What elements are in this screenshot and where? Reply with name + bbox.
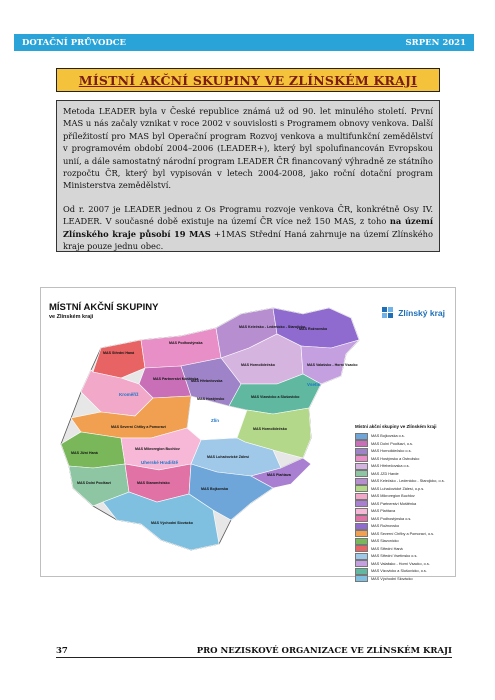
- legend-swatch: [355, 470, 368, 477]
- section-title: MÍSTNÍ AKČNÍ SKUPINY VE ZLÍNSKÉM KRAJI: [78, 72, 418, 88]
- map-subtitle: ve Zlínském kraji: [49, 314, 94, 320]
- header-left: DOTAČNÍ PRŮVODCE: [22, 37, 127, 48]
- legend-label: MAS Mikroregion Buchlov: [371, 494, 415, 499]
- label-kelecsko: MAS Kelečsko - Ledenicko - Starojicko: [239, 325, 306, 329]
- legend-item: [355, 485, 451, 493]
- legend-item: [355, 508, 451, 516]
- legend-label: MAS Střední Vsetínsko o.s.: [371, 554, 418, 559]
- legend-swatch: [355, 455, 368, 462]
- label-bojkovska: MAS Bojkovska: [201, 487, 228, 491]
- legend-item: [355, 440, 451, 448]
- label-vizovicko: MAS Vizovicko a Slušovicko: [251, 395, 300, 399]
- legend-label: MAS Partnerství Moštěnka: [371, 501, 417, 506]
- legend-label: MAS Hornolidečsko o.s.: [371, 449, 412, 454]
- legend-item: [355, 478, 451, 486]
- legend-swatch: [355, 560, 368, 567]
- legend-label: MAS Plaňtava: [371, 509, 396, 514]
- legend-item: [355, 575, 451, 583]
- legend-label: MAS Bojkovska o.s.: [371, 434, 405, 439]
- legend-label: MAS Dolní Poolšaví, o.s.: [371, 441, 413, 446]
- legend-item: [355, 433, 451, 441]
- legend-label: MAS Rožnovsko: [371, 524, 400, 529]
- legend-swatch: [355, 440, 368, 447]
- legend-item: [355, 530, 451, 538]
- section-title-box: [56, 68, 440, 92]
- label-plantava: MAS Plaňtava: [267, 473, 291, 477]
- label-mostenka: MAS Partnerství Moštěnka: [153, 377, 199, 381]
- city-uherske-hradiste: Uherské Hradiště: [141, 460, 179, 465]
- legend-label: MAS Severní Chřiby a Pomoraví, o.s.: [371, 531, 435, 536]
- legend-label: MAS Valašsko - Horní Vsacko, o.s.: [371, 561, 430, 566]
- map-figure: [40, 287, 456, 581]
- legend-swatch: [355, 463, 368, 470]
- legend-swatch: [355, 523, 368, 530]
- legend-item: [355, 560, 451, 568]
- legend-swatch: [355, 530, 368, 537]
- legend-item: [355, 448, 451, 456]
- legend-item: [355, 545, 451, 553]
- header-right: SRPEN 2021: [405, 37, 466, 48]
- label-dolni-poolsavi: MAS Dolní Poolšaví: [77, 481, 111, 485]
- legend-swatch: [355, 538, 368, 545]
- legend-item: [355, 538, 451, 546]
- info-p2-text-a: Od r. 2007 je LEADER jednou z Os Programu rozvoje venkova ČR, konkrétně Osy IV. LEADER. V současné době existuje na území ČR více než 150 MAS, z toho: [63, 203, 433, 227]
- legend-swatch: [355, 500, 368, 507]
- city-vsetin: Vsetín: [307, 382, 321, 387]
- legend-swatch: [355, 545, 368, 552]
- legend-label: MAS Hostýnsko a Ostrožsko: [371, 456, 420, 461]
- label-buchlov: MAS Mikroregion Buchlov: [135, 447, 180, 451]
- label-luhacovice: MAS Luhačovické Zálesí: [207, 455, 249, 459]
- info-paragraph-1: Metoda LEADER byla v České republice známá už od 90. let minulého století. První MAS u nás začaly vznikat v roce 2002 v souvislosti s Programem obnovy venkova. Další příležitostí pro MAS byl Operační program Rozvoj venkova a multifunkční zemědělství v programovém období 2004–2006 (LEADER+), který byl spolufinancován Evropskou unií, a dále samostatný národní program LEADER ČR financovaný výhradně ze státního rozpočtu ČR, který byl vypisován v letech 2004-2008, jako roční dotační program Ministerstva zemědělství.: [63, 106, 433, 191]
- city-zlin: Zlín: [211, 418, 219, 423]
- label-podhostynsko: MAS Podhostýnska: [169, 341, 203, 345]
- legend-label: MAS Kelečsko - Ledenicko - Starojicko, o.s.: [371, 479, 445, 484]
- legend-label: MAS Vizovicko a Slušovicko, o.s.: [371, 569, 427, 574]
- label-jzd: MAS Jižní Haná: [71, 451, 98, 455]
- legend-swatch: [355, 568, 368, 575]
- label-hornolidecsko: MAS Hornolidečsko: [241, 363, 275, 367]
- info-p2-text-b: +1MAS Střední Haná zahrnuje na území Zlínského kraje pouze jednu obec.: [63, 228, 433, 252]
- legend-label: MAS Střední Haná: [371, 546, 403, 551]
- label-stredni-hana: MAS Střední Haná: [103, 351, 135, 355]
- logo-text: Zlínský kraj: [398, 308, 445, 318]
- legend-swatch: [355, 433, 368, 440]
- legend-swatch: [355, 485, 368, 492]
- label-roznovsko: MAS Rožnovsko: [299, 327, 328, 331]
- document-header: [14, 34, 474, 51]
- legend-item: [355, 568, 451, 576]
- label-kelecko: MAS Hornolidečsko: [253, 427, 287, 431]
- legend-item: [355, 523, 451, 531]
- legend-swatch: [355, 448, 368, 455]
- legend-item: [355, 470, 451, 478]
- legend-item: [355, 463, 451, 471]
- city-kromeriz: Kroměříž: [119, 392, 139, 397]
- legend-swatch: [355, 553, 368, 560]
- footer-title: PRO NEZISKOVÉ ORGANIZACE VE ZLÍNSKÉM KRAJI: [196, 646, 452, 656]
- label-uherske: MAS Staroměstsko: [137, 481, 170, 485]
- legend-items: [355, 433, 451, 583]
- legend-label: MAS Hřebečovska o.s.: [371, 464, 410, 469]
- legend-item: [355, 493, 451, 501]
- info-p2-bold: na území Zlínského kraje působí 19 MAS: [63, 216, 433, 239]
- legend-label: MAS JZD Harde: [371, 471, 399, 476]
- info-box: [56, 100, 440, 252]
- label-valassko: MAS Valašsko - Horní Vsacko: [307, 363, 358, 367]
- legend-swatch: [355, 575, 368, 582]
- legend-swatch: [355, 493, 368, 500]
- legend-swatch: [355, 508, 368, 515]
- legend-item: [355, 515, 451, 523]
- zlinsky-kraj-logo-icon: [381, 306, 395, 320]
- label-severni-chriby: MAS Severní Chřiby a Pomoraví: [111, 425, 166, 429]
- document-footer: [56, 646, 452, 656]
- footer-divider: [56, 657, 452, 658]
- legend-title: Místní akční skupiny ve Zlínském kraji: [355, 424, 437, 429]
- legend-item: [355, 500, 451, 508]
- legend-swatch: [355, 478, 368, 485]
- info-paragraph-2: [63, 203, 433, 253]
- legend-item: [355, 455, 451, 463]
- legend-item: [355, 553, 451, 561]
- zlinsky-kraj-logo: [381, 306, 445, 320]
- label-vychodni: MAS Východní Slovácko: [151, 521, 193, 525]
- page-number: 37: [56, 646, 68, 656]
- label-hrebecovsko: MAS Hřebečovska: [191, 379, 223, 383]
- map-legend: [355, 424, 451, 583]
- legend-swatch: [355, 515, 368, 522]
- legend-label: MAS Luhačovické Zálesí, o.p.s.: [371, 486, 425, 491]
- legend-label: MAS Podhostýnska o.s.: [371, 516, 412, 521]
- map-title: MÍSTNÍ AKČNÍ SKUPINY: [49, 302, 159, 313]
- label-hostynsko: MAS Hostýnsko: [197, 397, 225, 401]
- legend-label: MAS Východní Slovácko: [371, 576, 413, 581]
- legend-label: MAS Slavonicko: [371, 539, 399, 544]
